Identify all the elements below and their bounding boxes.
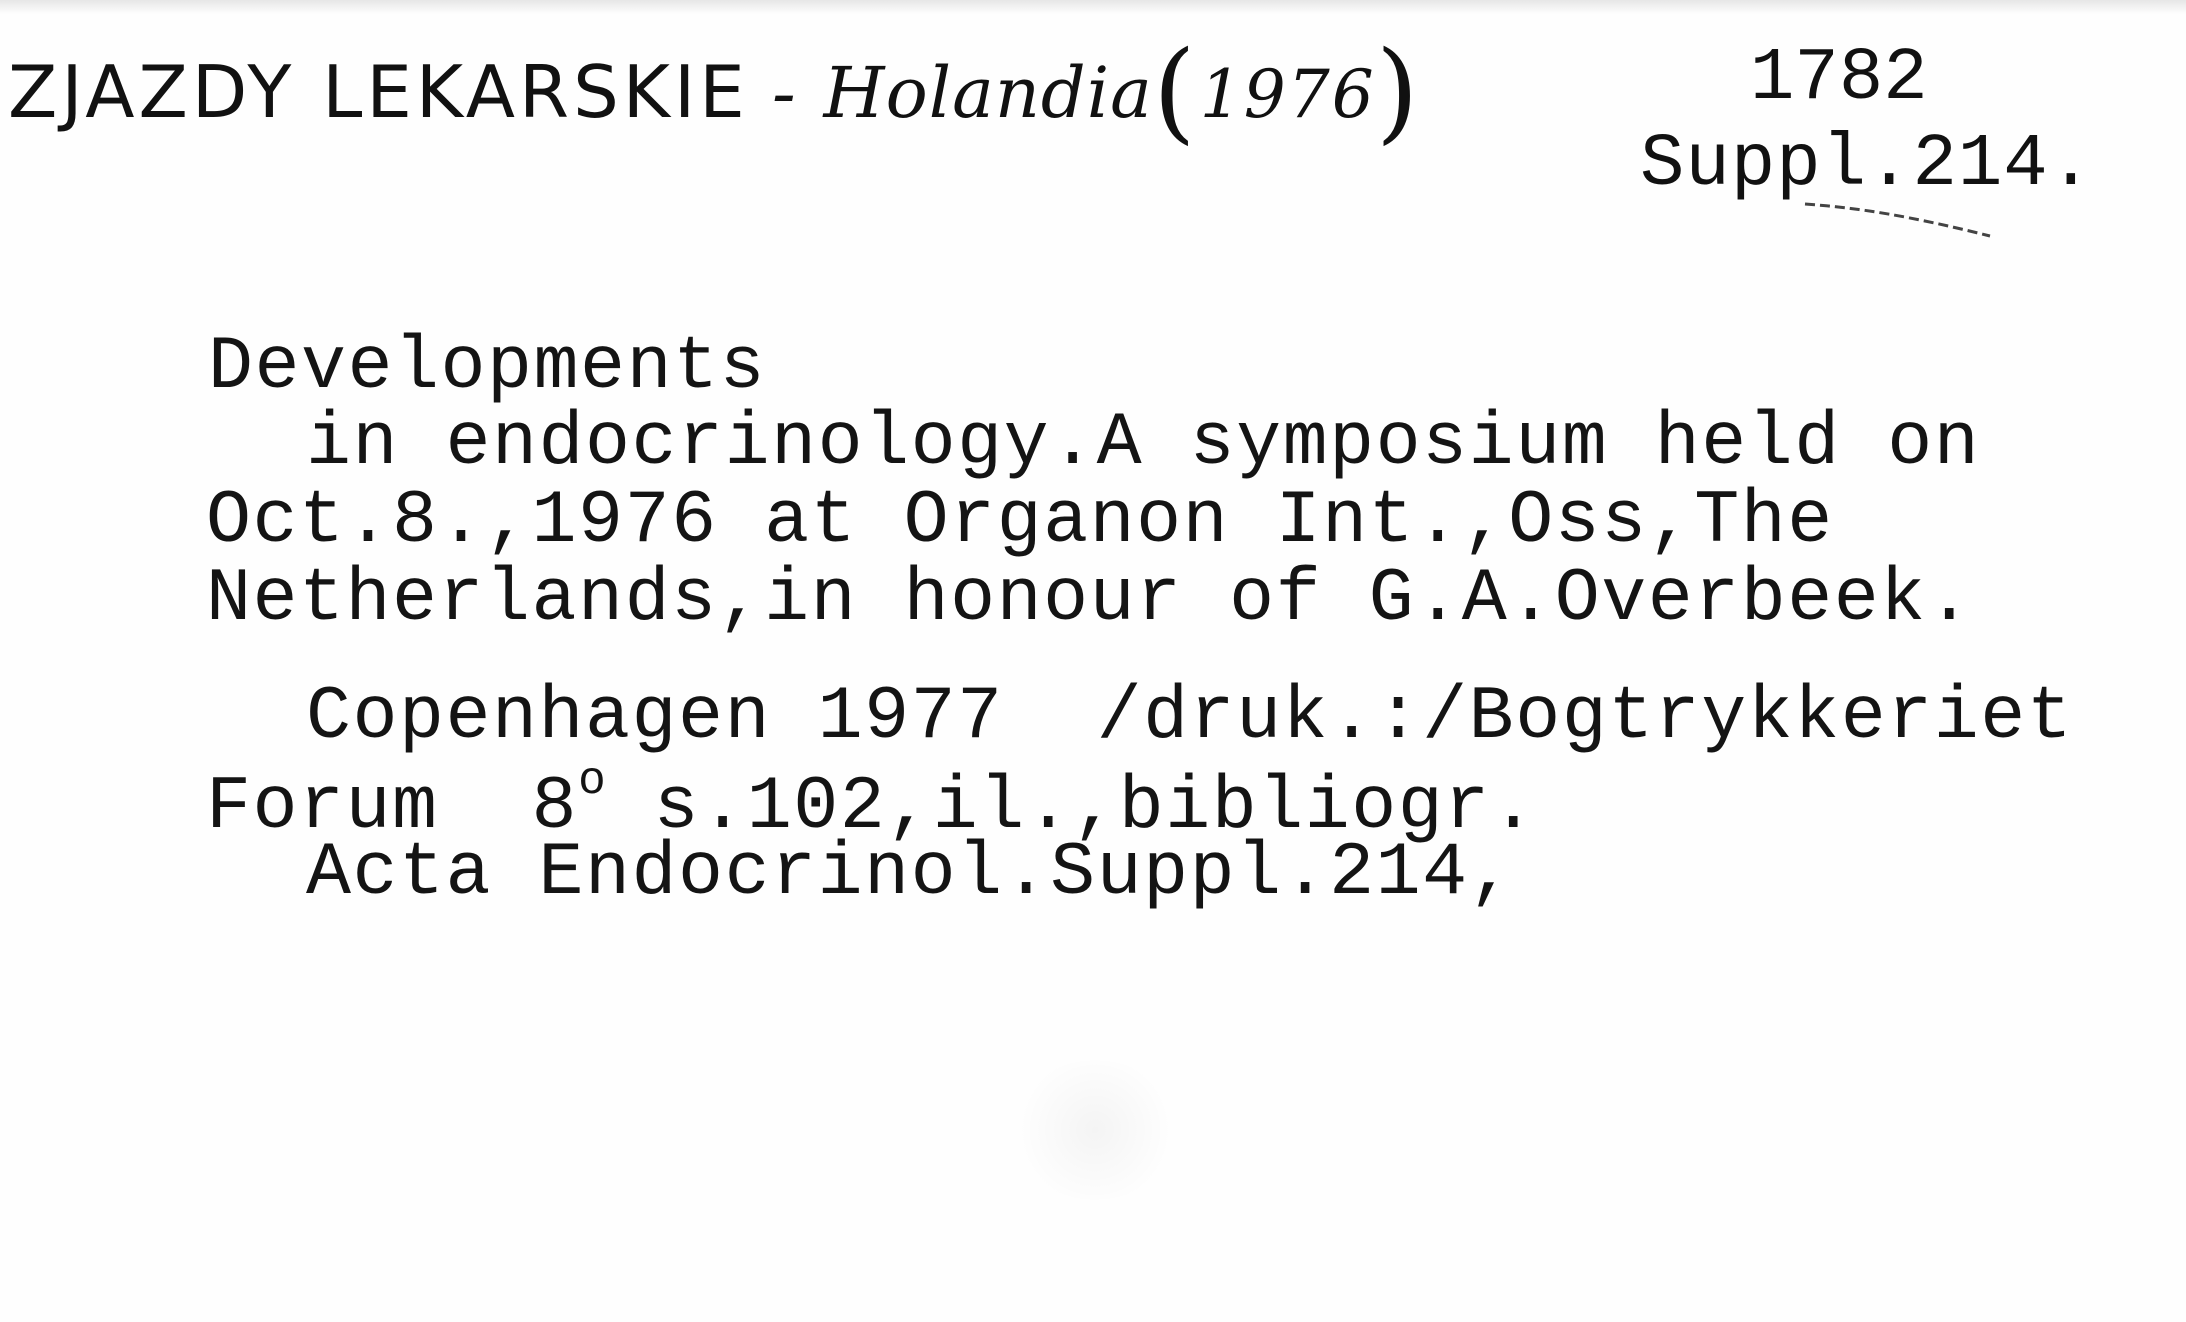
- scan-edge: [0, 0, 2186, 14]
- stamp-ghost: [1010, 1060, 1180, 1200]
- call-suppl: Suppl.214.: [1640, 123, 2095, 207]
- heading-paren-close: ): [1375, 27, 1423, 155]
- heading-subject: ZJAZDY LEKARSKIE: [8, 50, 749, 134]
- call-number: 1782: [1750, 37, 1928, 121]
- card-heading: [8, 27, 1423, 155]
- forum-suffix: s.102,il.,bibliogr.: [607, 765, 1538, 850]
- heading-country: Holandia: [823, 52, 1153, 134]
- format-superscript: o: [578, 755, 608, 807]
- forum-prefix: Forum 8: [206, 765, 579, 850]
- pencil-stroke: [1800, 198, 2000, 238]
- series-line: Acta Endocrinol.Suppl.214,: [306, 831, 1516, 916]
- title-line-2: in endocrinology.A symposium held on: [306, 401, 1981, 486]
- heading-paren-open: (: [1152, 27, 1200, 155]
- imprint-line-1: Copenhagen 1977 /druk.:/Bogtrykkeriet: [306, 675, 2074, 760]
- heading-year: 1976: [1199, 56, 1376, 133]
- heading-dash: -: [748, 52, 797, 134]
- title-line-3: Oct.8.,1976 at Organon Int.,Oss,The: [206, 479, 1834, 564]
- title-line-1: Developments: [208, 325, 767, 410]
- title-line-4: Netherlands,in honour of G.A.Overbeek.: [206, 557, 1974, 642]
